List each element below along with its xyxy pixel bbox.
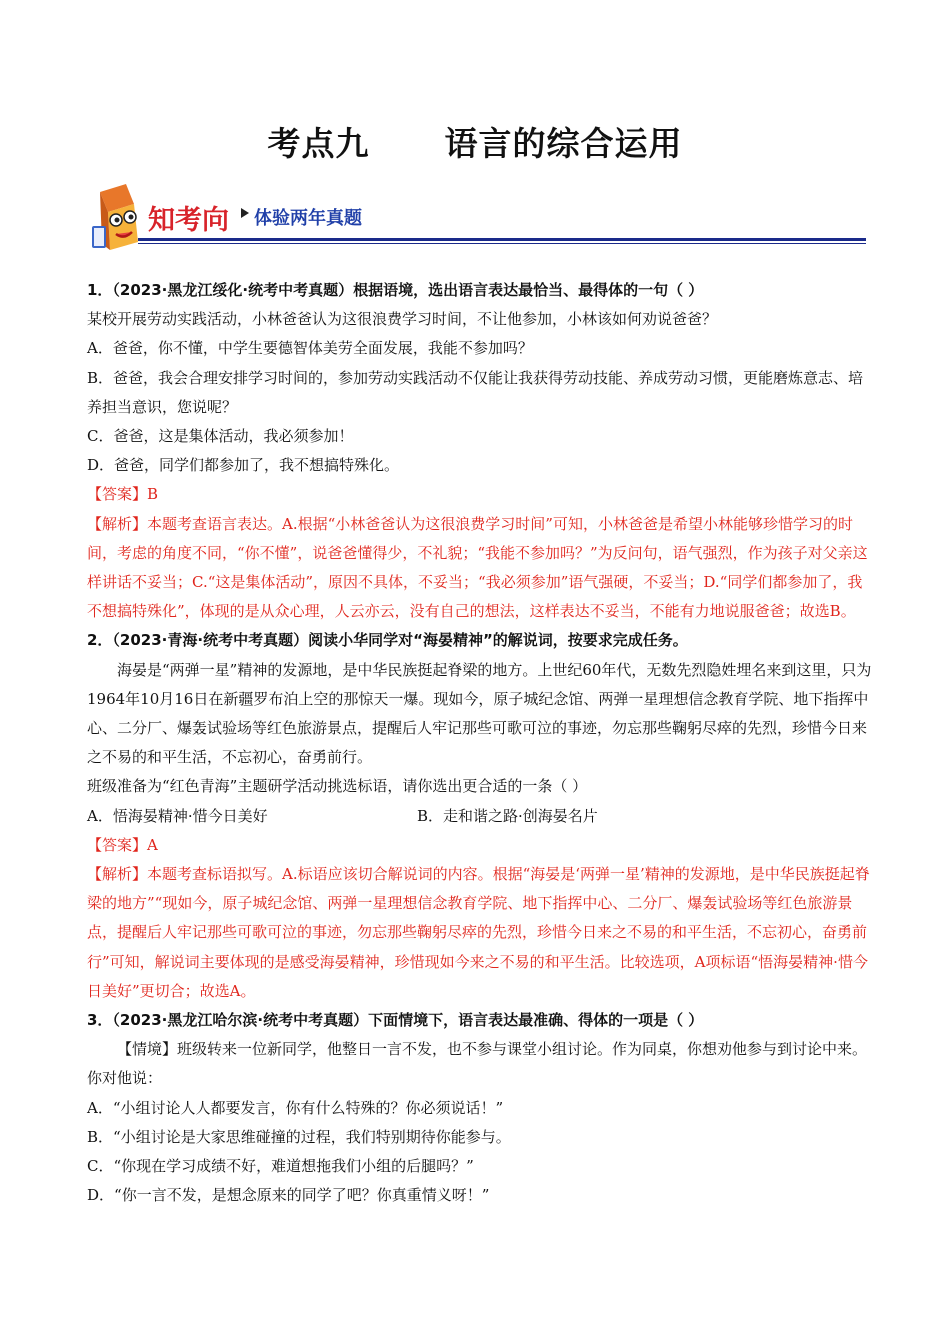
divider: [138, 238, 866, 241]
option: C．爸爸，这是集体活动，我必须参加！: [87, 427, 354, 446]
page-title: 考点九 语言的综合运用: [267, 124, 683, 163]
question-passage: 海晏是“两弹一星”精神的发源地，是中华民族挺起脊梁的地方。上世纪60年代，无数先烈隐姓埋名来到这里，只为1964年10月16日在新疆罗布泊上空的那惊天一爆。现如今，原子城纪念馆、两弹一星理想信念教育学院、地下指挥中心、二分厂、爆轰试验场等红色旅游景点，提醒后人牢记那些可歌可泣的事迹，勿忘那些鞠躬尽瘁的先烈，珍惜今日来之不易的和平生活，不忘初心，奋勇前行。: [87, 660, 872, 767]
option: A．爸爸，你不懂，中学生要德智体美劳全面发展，我能不参加吗？: [87, 339, 533, 358]
option: B．“小组讨论是大家思维碰撞的过程，我们特别期待你能参与。: [87, 1127, 511, 1146]
banner-subtitle: 体验两年真题: [254, 208, 362, 229]
answer: 【答案】B: [87, 485, 159, 504]
option: D．“你一言不发，是想念原来的同学了吧？你真重情义呀！”: [87, 1186, 490, 1205]
option: B．爸爸，我会合理安排学习时间的，参加劳动实践活动不仅能让我获得劳动技能、养成劳动习惯，更能磨炼意志、培养担当意识，您说呢？: [87, 368, 864, 416]
answer: 【答案】A: [87, 835, 158, 854]
option-row: [87, 802, 877, 831]
option: D．爸爸，同学们都参加了，我不想搞特殊化。: [87, 456, 400, 475]
question-list: [87, 276, 877, 1211]
section-banner: [86, 182, 866, 262]
option: C．“你现在学习成绩不好，难道想拖我们小组的后腿吗？”: [87, 1157, 474, 1176]
pencil-mascot-icon: [86, 182, 148, 258]
option: B．走和谐之路·创海晏名片: [417, 806, 598, 825]
question-stem: 1．（2023·黑龙江绥化·统考中考真题）根据语境，选出语言表达最恰当、最得体的一句（ ）: [87, 281, 704, 299]
question-stem: 3．（2023·黑龙江哈尔滨·统考中考真题）下面情境下，语言表达最准确、得体的一项是（ ）: [87, 1011, 704, 1030]
option: A．“小组讨论人人都要发言，你有什么特殊的？你必须说话！”: [87, 1098, 504, 1117]
question-context: 【情境】班级转来一位新同学，他整日一言不发，也不参与课堂小组讨论。作为同桌，你想劝他参与到讨论中来。你对他说：: [87, 1040, 868, 1088]
question-stem: 2．（2023·青海·统考中考真题）阅读小华同学对“海晏精神”的解说词，按要求完成任务。: [87, 631, 688, 650]
divider: [138, 243, 866, 244]
question-context: 某校开展劳动实践活动，小林爸爸认为这很浪费学习时间，不让他参加，小林该如何劝说爸爸？: [87, 310, 718, 329]
banner-title: 知考向: [148, 205, 229, 236]
question-task: 班级准备为“红色青海”主题研学活动挑选标语，请你选出更合适的一条（ ）: [87, 777, 588, 796]
analysis: 【解析】本题考查标语拟写。A.标语应该切合解说词的内容。根据“海晏是‘两弹一星’精神的发源地，是中华民族挺起脊梁的地方”“现如今，原子城纪念馆、两弹一星理想信念教育学院、地下指挥中心、二分厂、爆轰试验场等红色旅游景点，提醒后人牢记那些可歌可泣的事迹，勿忘那些鞠躬尽瘁的先烈，珍惜今日来之不易的和平生活，不忘初心，奋勇前行”可知，解说词主要体现的是感受海晏精神，珍惜现如今来之不易的和平生活。比较选项，A项标语“悟海晏精神·惜今日美好”更切合；故选A。: [87, 865, 870, 1000]
option: A．悟海晏精神·惜今日美好: [87, 806, 268, 825]
analysis: 【解析】本题考查语言表达。A.根据“小林爸爸认为这很浪费学习时间”可知，小林爸爸是希望小林能够珍惜学习的时间，考虑的角度不同，“你不懂”，说爸爸懂得少，不礼貌；“我能不参加吗？”为反问句，语气强烈，作为孩子对父亲这样讲话不妥当；C.“这是集体活动”，原因不具体，不妥当；“我必须参加”语气强硬，不妥当；D.“同学们都参加了，我不想搞特殊化”，体现的是从众心理，人云亦云，没有自己的想法，这样表达不妥当，不能有力地说服爸爸；故选B。: [87, 514, 868, 621]
arrow-icon: [241, 208, 249, 218]
